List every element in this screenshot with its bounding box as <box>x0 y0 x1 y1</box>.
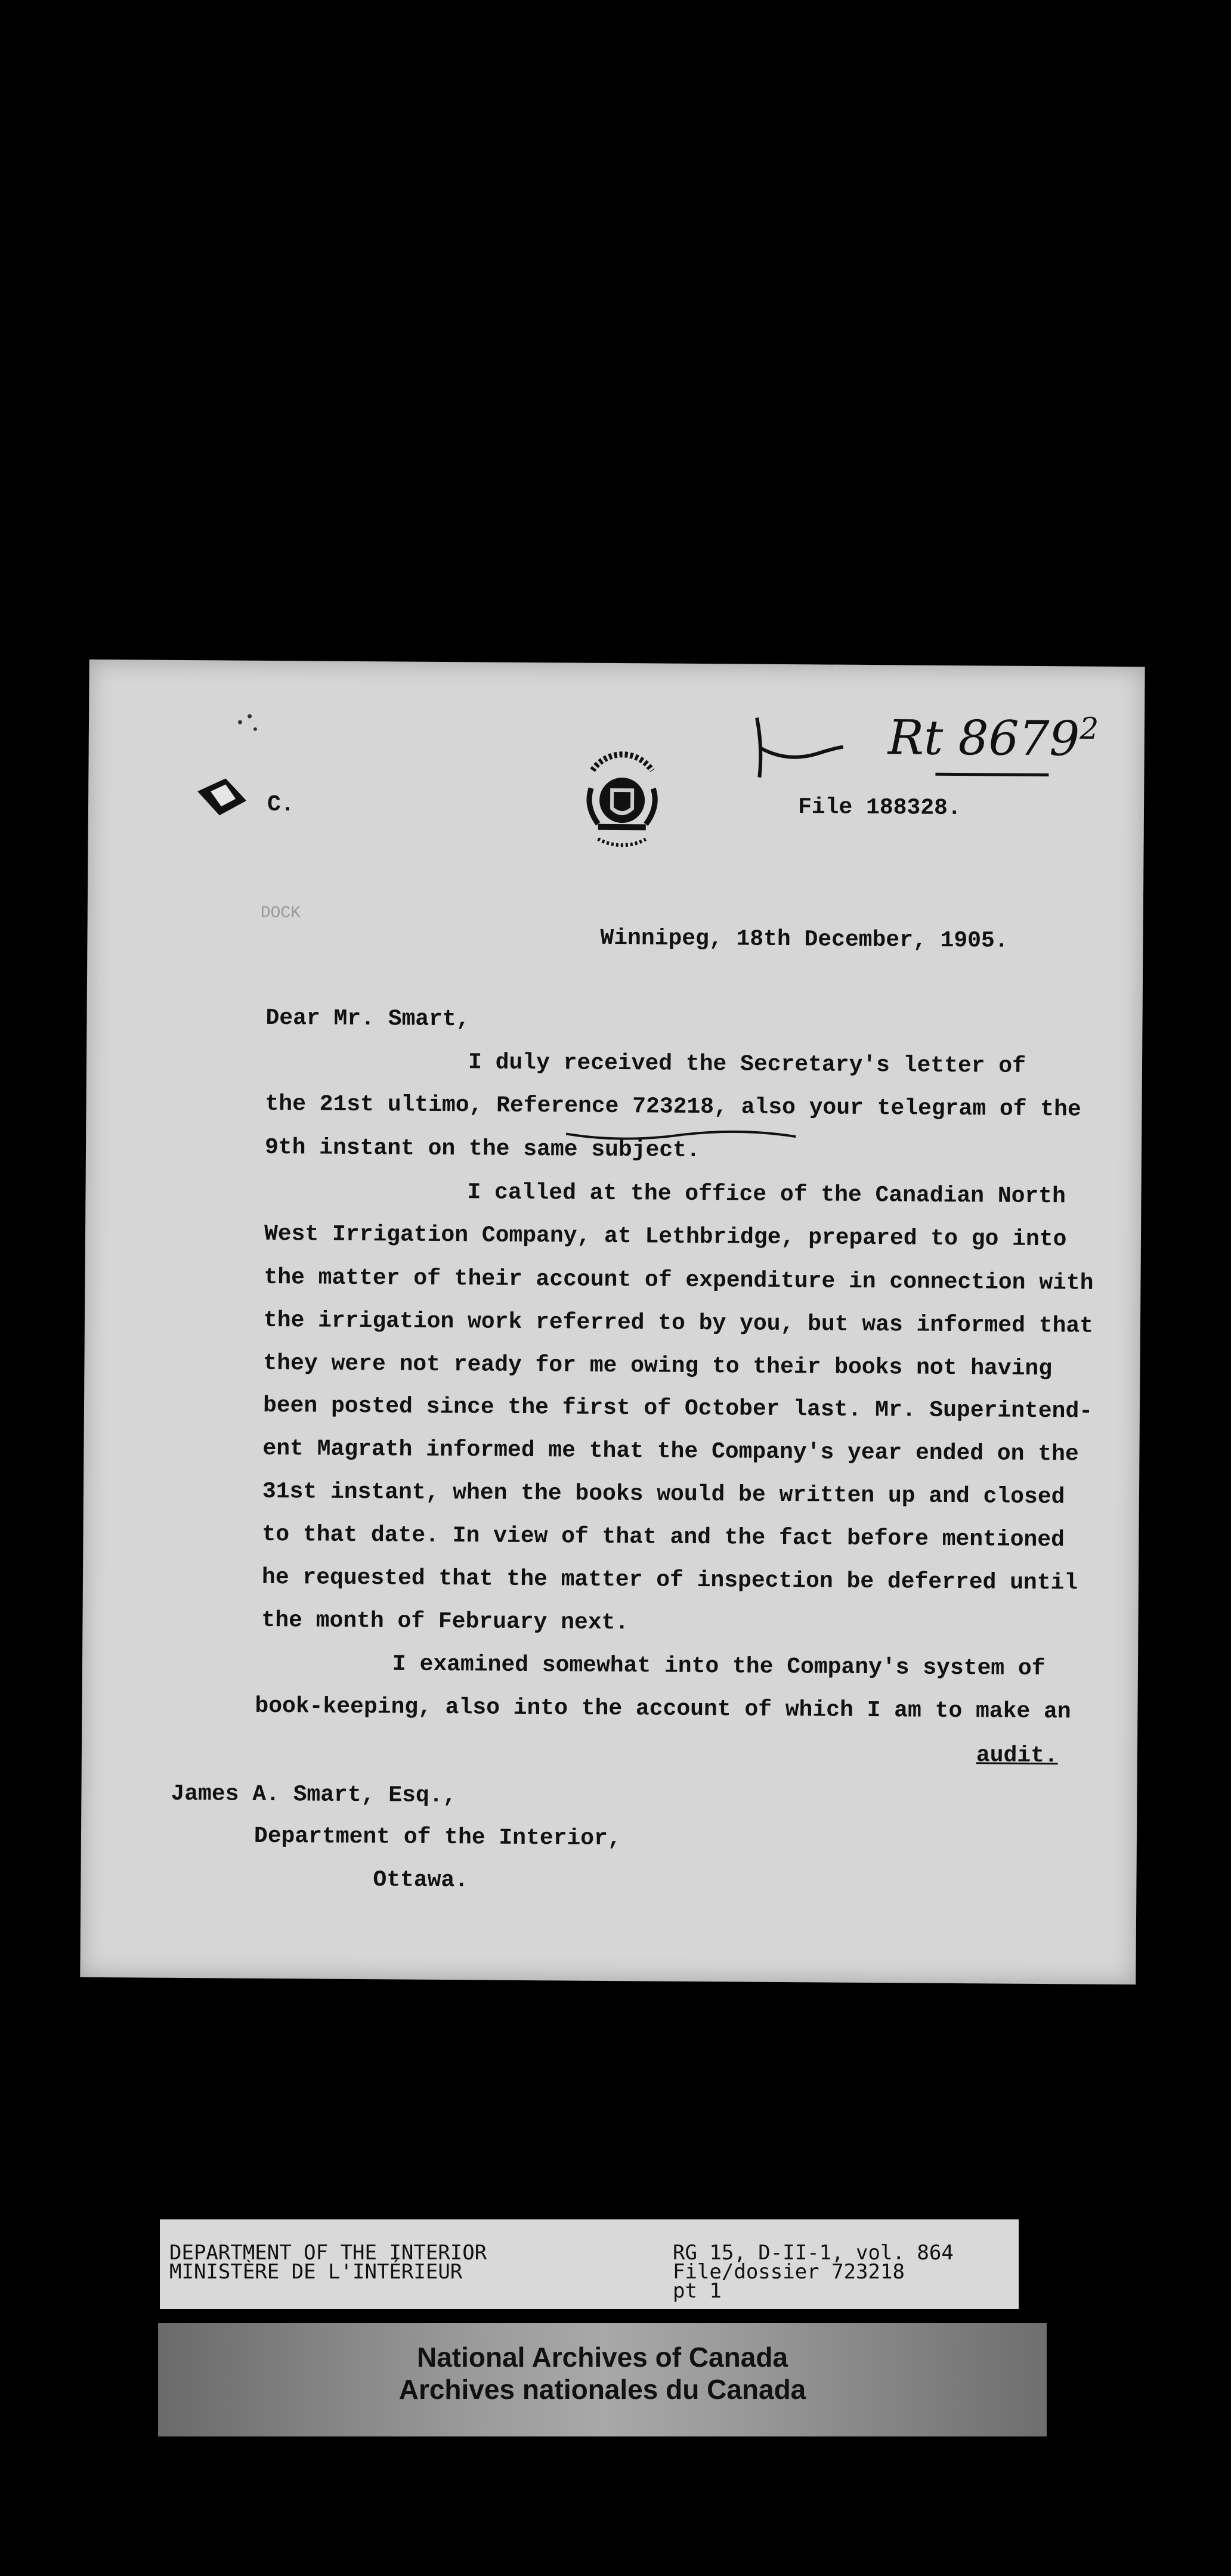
body-line: to that date. In view of that and the fact before mentioned <box>262 1521 1065 1553</box>
letter-page <box>80 660 1145 1984</box>
addressee-city: Ottawa. <box>373 1867 469 1894</box>
body-line: West Irrigation Company, at Lethbridge, prepared to go into <box>264 1221 1067 1253</box>
handwritten-underline <box>935 773 1048 776</box>
archives-english: National Archives of Canada <box>416 2342 788 2373</box>
addressee-name: James A. Smart, Esq., <box>171 1781 457 1809</box>
department-english: DEPARTMENT OF THE INTERIOR <box>169 2241 487 2265</box>
body-line: book-keeping, also into the account of which I am to make an <box>255 1693 1071 1725</box>
body-line: the matter of their account of expenditure in connection with <box>264 1264 1094 1296</box>
archives-french: Archives nationales du Canada <box>398 2374 806 2405</box>
ink-dots <box>238 714 262 738</box>
national-archives-banner <box>158 2323 1047 2436</box>
body-line: they were not ready for me owing to their books not having <box>263 1350 1053 1382</box>
record-group: RG 15, D-II-1, vol. 864 <box>673 2241 954 2265</box>
place-date: Winnipeg, 18th December, 1905. <box>600 925 1009 954</box>
body-line: the irrigation work referred to by you, but was informed that <box>263 1307 1094 1339</box>
catchword: audit. <box>976 1742 1058 1769</box>
body-line: the month of February next. <box>261 1607 629 1636</box>
body-line: ent Magrath informed me that the Company's year ended on the <box>262 1435 1079 1467</box>
department-french: MINISTÈRE DE L'INTÉRIEUR <box>169 2260 463 2284</box>
department-crest-icon <box>574 735 670 854</box>
faint-stamp: DOCK <box>260 903 301 923</box>
handwritten-mark <box>732 711 852 784</box>
body-line: he requested that the matter of inspection be deferred until <box>261 1564 1078 1596</box>
body-line: I called at the office of the Canadian North <box>467 1179 1066 1210</box>
body-line: I examined somewhat into the Company's system of <box>392 1651 1046 1682</box>
body-line: 9th instant on the same subject. <box>264 1134 700 1164</box>
body-line: I duly received the Secretary's letter of <box>468 1049 1026 1079</box>
addressee-department: Department of the Interior, <box>253 1823 621 1852</box>
stamp-suffix: C. <box>267 791 295 818</box>
stamp-icon <box>193 773 250 819</box>
body-line: the 21st ultimo, Reference 723218, also your telegram of the <box>265 1091 1081 1123</box>
handwritten-underline-reference <box>563 1122 802 1147</box>
part-number: pt 1 <box>673 2279 722 2303</box>
salutation: Dear Mr. Smart, <box>265 1005 470 1033</box>
body-line: been posted since the first of October last. Mr. Superintend- <box>262 1392 1093 1425</box>
body-line: 31st instant, when the books would be written up and closed <box>262 1478 1065 1510</box>
handwritten-reference: Rt 8679$^2$ <box>887 710 1099 767</box>
archive-reference-label <box>160 2219 1019 2309</box>
file-reference: File 188328. <box>797 794 961 822</box>
file-dossier: File/dossier 723218 <box>673 2260 905 2284</box>
